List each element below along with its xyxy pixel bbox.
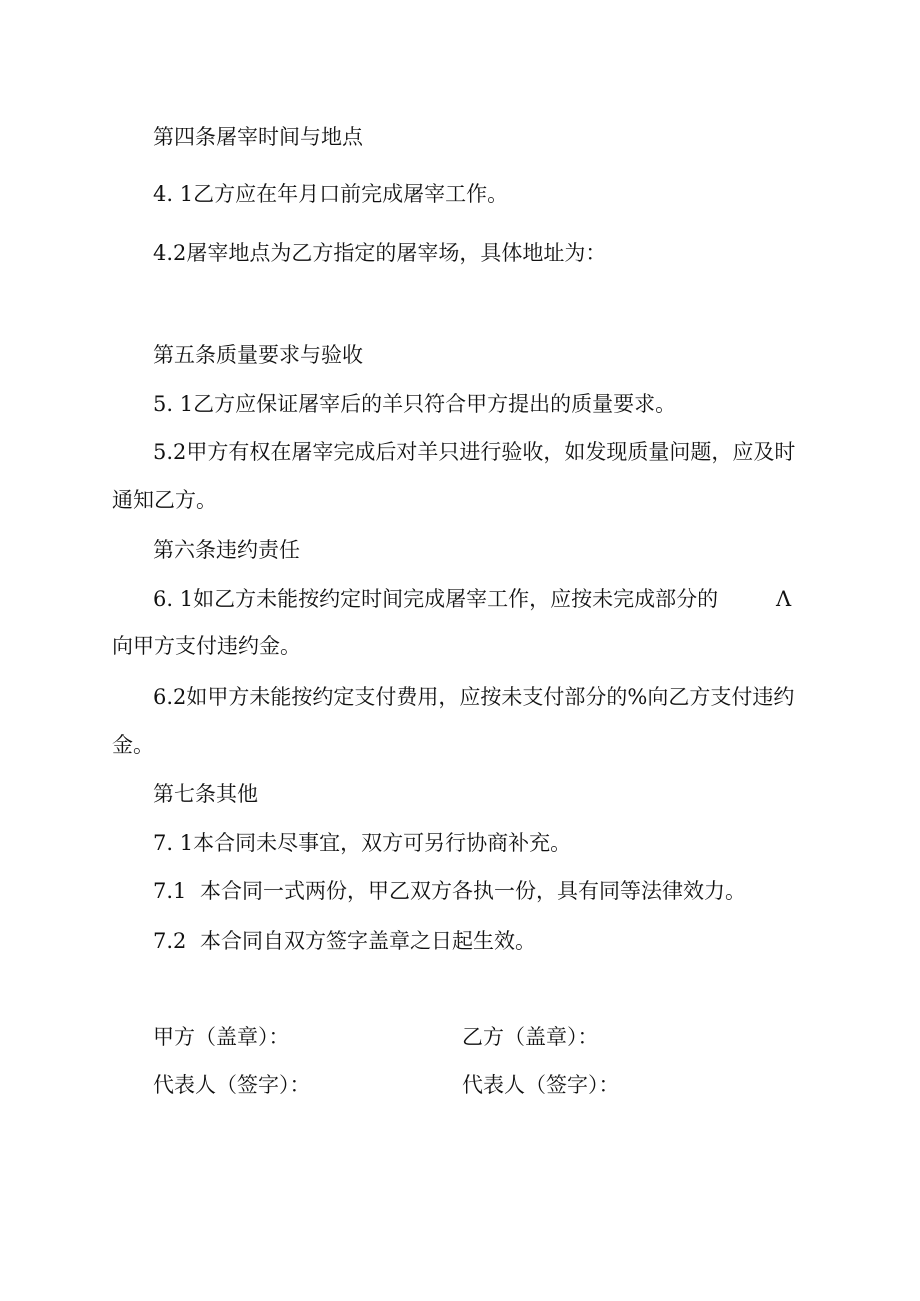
clause-6-2-line-1: 6.2如甲方未能按约定支付费用，应按未支付部分的%向乙方支付违约 (153, 685, 795, 709)
party-b-seal-label: 乙方（盖章）： (462, 1025, 599, 1049)
article-7-heading: 第七条其他 (153, 782, 258, 806)
party-a-seal-label: 甲方（盖章）： (153, 1025, 290, 1049)
party-b-representative-label: 代表人（签字）： (462, 1073, 620, 1097)
clause-5-2-line-2: 通知乙方。 (112, 488, 217, 512)
clause-6-1-mark: Λ (776, 587, 792, 611)
clause-7-2-text: 本合同自双方签字盖章之日起生效。 (200, 929, 536, 953)
clause-6-1-line-2: 向甲方支付违约金。 (112, 634, 301, 658)
party-a-representative-label: 代表人（签字）： (153, 1073, 311, 1097)
clause-6-2-line-2: 金。 (112, 733, 154, 757)
clause-4-2: 4.2屠宰地点为乙方指定的屠宰场，具体地址为： (153, 241, 607, 265)
article-5-heading: 第五条质量要求与验收 (153, 343, 363, 367)
article-6-heading: 第六条违约责任 (153, 538, 300, 562)
clause-7-2-number: 7.2 (153, 929, 187, 953)
clause-5-2-line-1: 5.2甲方有权在屠宰完成后对羊只进行验收，如发现质量问题，应及时 (153, 440, 796, 464)
clause-7-1b-number: 7.1 (153, 879, 187, 903)
clause-7-1b-text: 本合同一式两份，甲乙双方各执一份，具有同等法律效力。 (200, 879, 746, 903)
clause-4-1: 4. 1乙方应在年月口前完成屠宰工作。 (153, 182, 509, 206)
article-4-heading: 第四条屠宰时间与地点 (153, 125, 363, 149)
clause-7-1: 7. 1本合同未尽事宜，双方可另行协商补充。 (153, 831, 572, 855)
clause-5-1: 5. 1乙方应保证屠宰后的羊只符合甲方提出的质量要求。 (153, 392, 677, 416)
clause-6-1-line-1: 6. 1如乙方未能按约定时间完成屠宰工作，应按未完成部分的 (153, 587, 719, 611)
